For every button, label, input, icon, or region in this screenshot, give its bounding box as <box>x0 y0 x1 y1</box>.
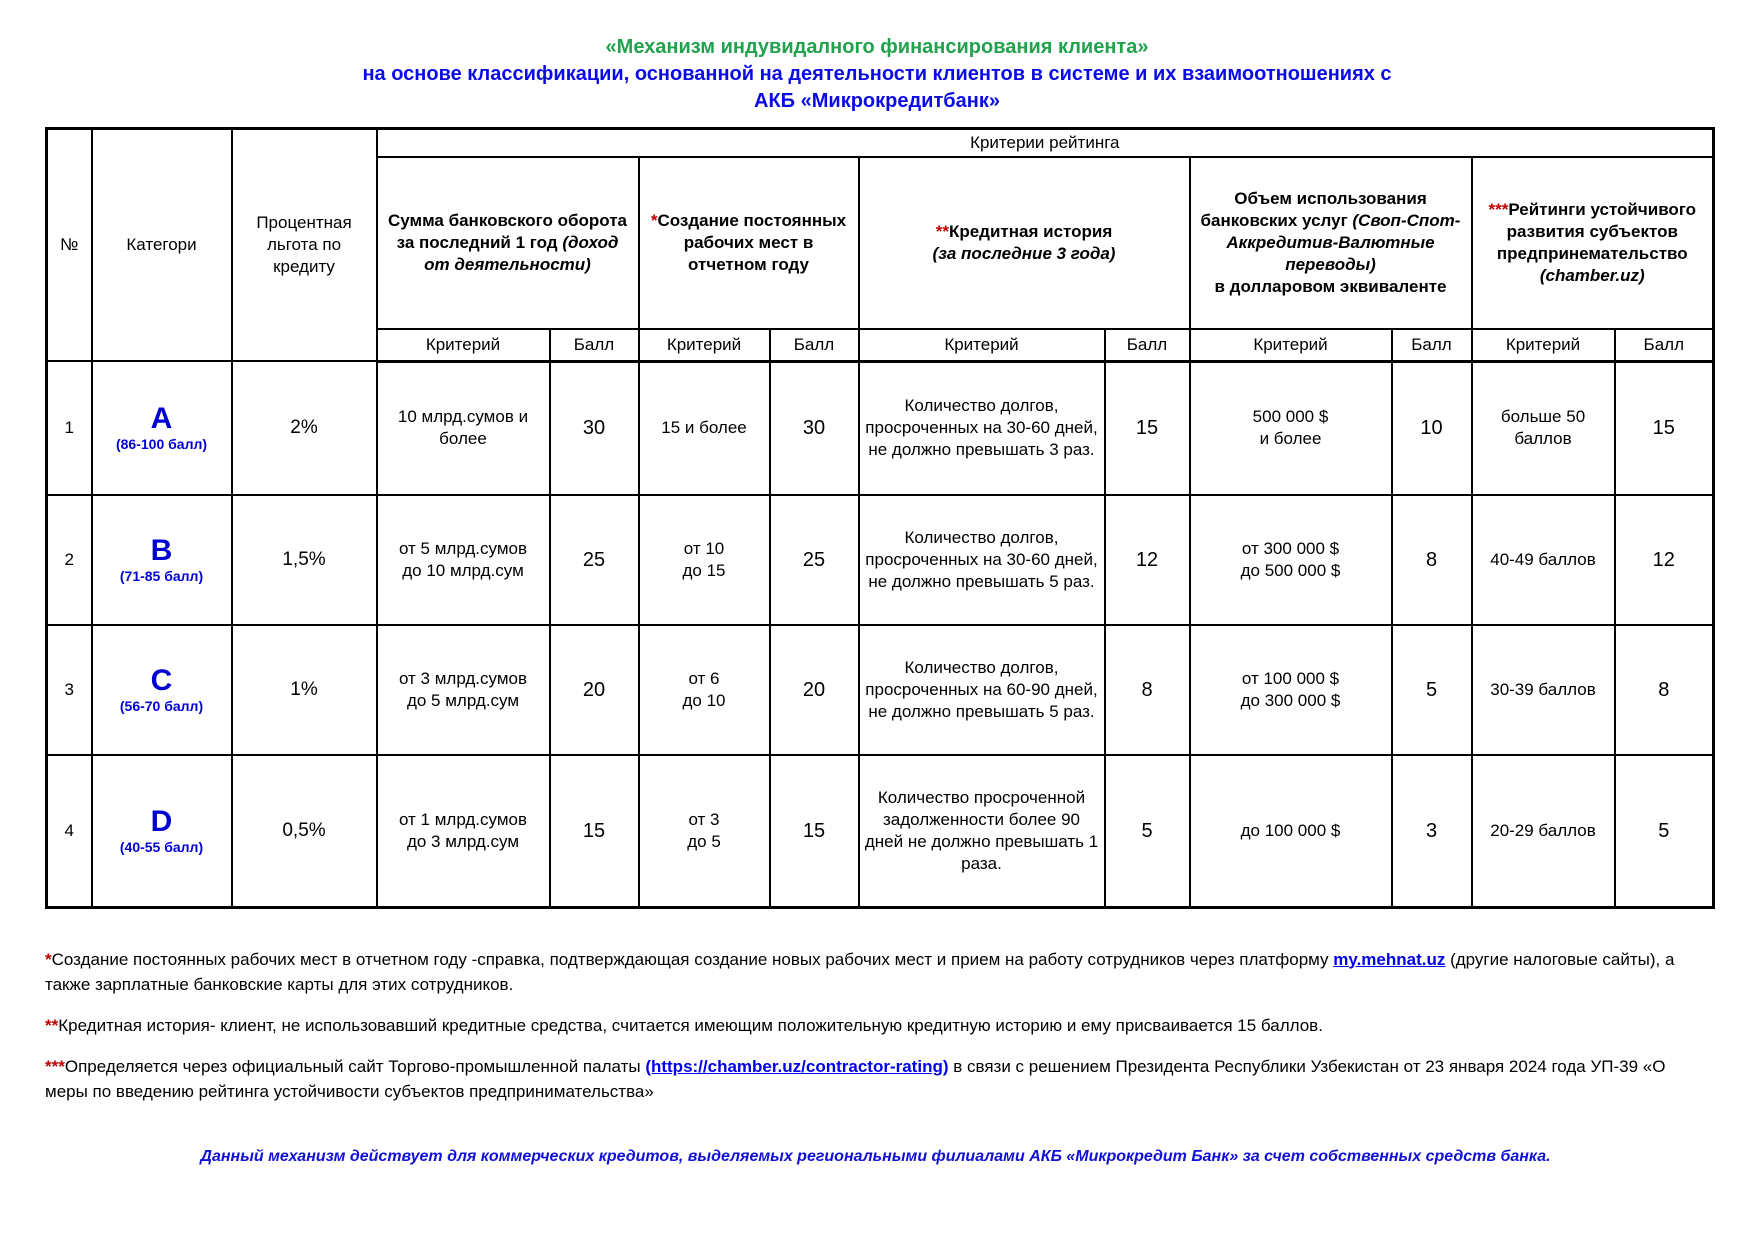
header-jobs: *Создание постоянных рабочих мест в отчетном году <box>639 157 859 329</box>
category-cell <box>92 361 232 495</box>
credit-score-cell: 8 <box>1105 625 1190 755</box>
category-cell <box>92 625 232 755</box>
subheader-score: Балл <box>550 329 639 361</box>
rating-score-cell: 5 <box>1615 755 1714 907</box>
category-range: (71-85 балл) <box>119 568 204 584</box>
category-range: (56-70 балл) <box>119 698 204 714</box>
credit-score-cell: 12 <box>1105 495 1190 625</box>
subheader-criterion: Критерий <box>1190 329 1392 361</box>
table-row <box>47 495 1714 625</box>
services-score-cell: 5 <box>1392 625 1472 755</box>
jobs-criterion-cell: от 10 до 15 <box>639 495 770 625</box>
header-percent: Процентная льгота по кредиту <box>232 129 377 362</box>
rating-criterion-cell: больше 50 баллов <box>1472 361 1615 495</box>
turnover-criterion-cell: от 5 млрд.сумов до 10 млрд.сум <box>377 495 550 625</box>
percent-cell: 2% <box>232 361 377 495</box>
mehnat-link[interactable]: my.mehnat.uz <box>1333 949 1446 969</box>
services-score-cell: 10 <box>1392 361 1472 495</box>
category-letter: A <box>150 402 173 435</box>
category-cell <box>92 755 232 907</box>
credit-score-cell: 5 <box>1105 755 1190 907</box>
turnover-criterion-cell: от 3 млрд.сумов до 5 млрд.сум <box>377 625 550 755</box>
jobs-criterion-cell: 15 и более <box>639 361 770 495</box>
footnote-marker-one: * <box>45 949 52 969</box>
turnover-criterion-cell: от 1 млрд.сумов до 3 млрд.сум <box>377 755 550 907</box>
rating-criterion-cell: 30-39 баллов <box>1472 625 1615 755</box>
table-row <box>47 361 1714 495</box>
num-cell: 1 <box>47 361 92 495</box>
footnote-chamber-rating: ***Определяется через официальный сайт Торгово-промышленной палаты (https://chamber.uz/contractor-rating) в связи с решением Президента Республики Узбекистан от 23 января 2024 года УП-39 «О меры по введению рейтинга устойчивости субъектов предпринимательства» <box>45 1056 1666 1101</box>
services-criterion-cell: от 100 000 $ до 300 000 $ <box>1190 625 1392 755</box>
doc-subtitle-line1: на основе классификации, основанной на деятельности клиентов в системе и их взаимоотношениях с <box>362 63 1392 85</box>
category-letter: B <box>150 534 173 567</box>
rating-score-cell: 12 <box>1615 495 1714 625</box>
rating-criterion-cell: 20-29 баллов <box>1472 755 1615 907</box>
table-row <box>47 625 1714 755</box>
services-criterion-cell: 500 000 $ и более <box>1190 361 1392 495</box>
turnover-criterion-cell: 10 млрд.сумов и более <box>377 361 550 495</box>
table-row <box>47 755 1714 907</box>
services-score-cell: 8 <box>1392 495 1472 625</box>
header-credit-history: **Кредитная история (за последние 3 года) <box>859 157 1190 329</box>
footnote-marker-two: ** <box>935 222 949 241</box>
services-score-cell: 3 <box>1392 755 1472 907</box>
services-criterion-cell: от 300 000 $ до 500 000 $ <box>1190 495 1392 625</box>
rating-table <box>45 127 1715 909</box>
header-num: № <box>47 129 92 362</box>
category-cell <box>92 495 232 625</box>
subheader-score: Балл <box>1615 329 1714 361</box>
closing-statement: Данный механизм действует для коммерческих кредитов, выделяемых региональными филиалами АКБ «Микрокредит Банк» за счет собственных средств банка. <box>200 1147 1551 1165</box>
footnote-jobs: *Создание постоянных рабочих мест в отчетном году -справка, подтверждающая создание новых рабочих мест и прием на работу сотрудников через платформу my.mehnat.uz (другие налоговые сайты), а также зарплатные банковские карты для этих сотрудников. <box>45 949 1675 994</box>
credit-criterion-cell: Количество просроченной задолженности более 90 дней не должно превышать 1 раза. <box>859 755 1105 907</box>
subheader-score: Балл <box>770 329 859 361</box>
rating-score-cell: 8 <box>1615 625 1714 755</box>
turnover-score-cell: 30 <box>550 361 639 495</box>
percent-cell: 1,5% <box>232 495 377 625</box>
turnover-score-cell: 15 <box>550 755 639 907</box>
credit-score-cell: 15 <box>1105 361 1190 495</box>
num-cell: 4 <box>47 755 92 907</box>
table-header-row-group <box>47 129 1714 158</box>
category-letter: C <box>150 664 173 697</box>
category-range: (86-100 балл) <box>115 436 208 452</box>
subheader-score: Балл <box>1392 329 1472 361</box>
header-turnover: Сумма банковского оборота за последний 1 год (доход от деятельности) <box>377 157 639 329</box>
percent-cell: 1% <box>232 625 377 755</box>
subheader-criterion: Критерий <box>1472 329 1615 361</box>
jobs-criterion-cell: от 3 до 5 <box>639 755 770 907</box>
header-sustainability-rating: ***Рейтинги устойчивого развития субъектов предпринемательство (chamber.uz) <box>1472 157 1714 329</box>
rating-criterion-cell: 40-49 баллов <box>1472 495 1615 625</box>
footnotes-section <box>45 947 1706 1169</box>
subheader-criterion: Критерий <box>377 329 550 361</box>
subheader-criterion: Критерий <box>859 329 1105 361</box>
num-cell: 2 <box>47 495 92 625</box>
document-header <box>0 0 1754 115</box>
services-criterion-cell: до 100 000 $ <box>1190 755 1392 907</box>
doc-subtitle-line2: АКБ «Микрокредитбанк» <box>754 90 1000 112</box>
chamber-link[interactable]: (https://chamber.uz/contractor-rating) <box>645 1056 949 1076</box>
footnote-marker-three: *** <box>1488 200 1509 219</box>
jobs-criterion-cell: от 6 до 10 <box>639 625 770 755</box>
jobs-score-cell: 30 <box>770 361 859 495</box>
jobs-score-cell: 25 <box>770 495 859 625</box>
jobs-score-cell: 15 <box>770 755 859 907</box>
num-cell: 3 <box>47 625 92 755</box>
subheader-score: Балл <box>1105 329 1190 361</box>
header-bank-services: Объем использования банковских услуг (Своп-Спот-Аккредитив-Валютные переводы) в долларовом эквиваленте <box>1190 157 1472 329</box>
percent-cell: 0,5% <box>232 755 377 907</box>
category-letter: D <box>150 804 173 838</box>
footnote-marker-one: * <box>650 211 658 230</box>
footnote-marker-three: *** <box>45 1056 65 1076</box>
header-category: Категори <box>92 129 232 362</box>
credit-criterion-cell: Количество долгов, просроченных на 30-60 дней, не должно превышать 5 раз. <box>859 495 1105 625</box>
rating-score-cell: 15 <box>1615 361 1714 495</box>
turnover-score-cell: 25 <box>550 495 639 625</box>
turnover-score-cell: 20 <box>550 625 639 755</box>
jobs-score-cell: 20 <box>770 625 859 755</box>
doc-title-main: «Механизм индувидалного финансирования клиента» <box>605 36 1149 58</box>
header-rating-criteria: Критерии рейтинга <box>377 129 1714 158</box>
credit-criterion-cell: Количество долгов, просроченных на 60-90 дней, не должно превышать 5 раз. <box>859 625 1105 755</box>
footnote-marker-two: ** <box>45 1015 59 1035</box>
credit-criterion-cell: Количество долгов, просроченных на 30-60 дней, не должно превышать 3 раз. <box>859 361 1105 495</box>
category-range: (40-55 балл) <box>119 838 204 855</box>
footnote-credit-history: **Кредитная история- клиент, не использовавший кредитные средства, считается имеющим положительную кредитную историю и ему присваивается 15 баллов. <box>45 1015 1323 1035</box>
subheader-criterion: Критерий <box>639 329 770 361</box>
